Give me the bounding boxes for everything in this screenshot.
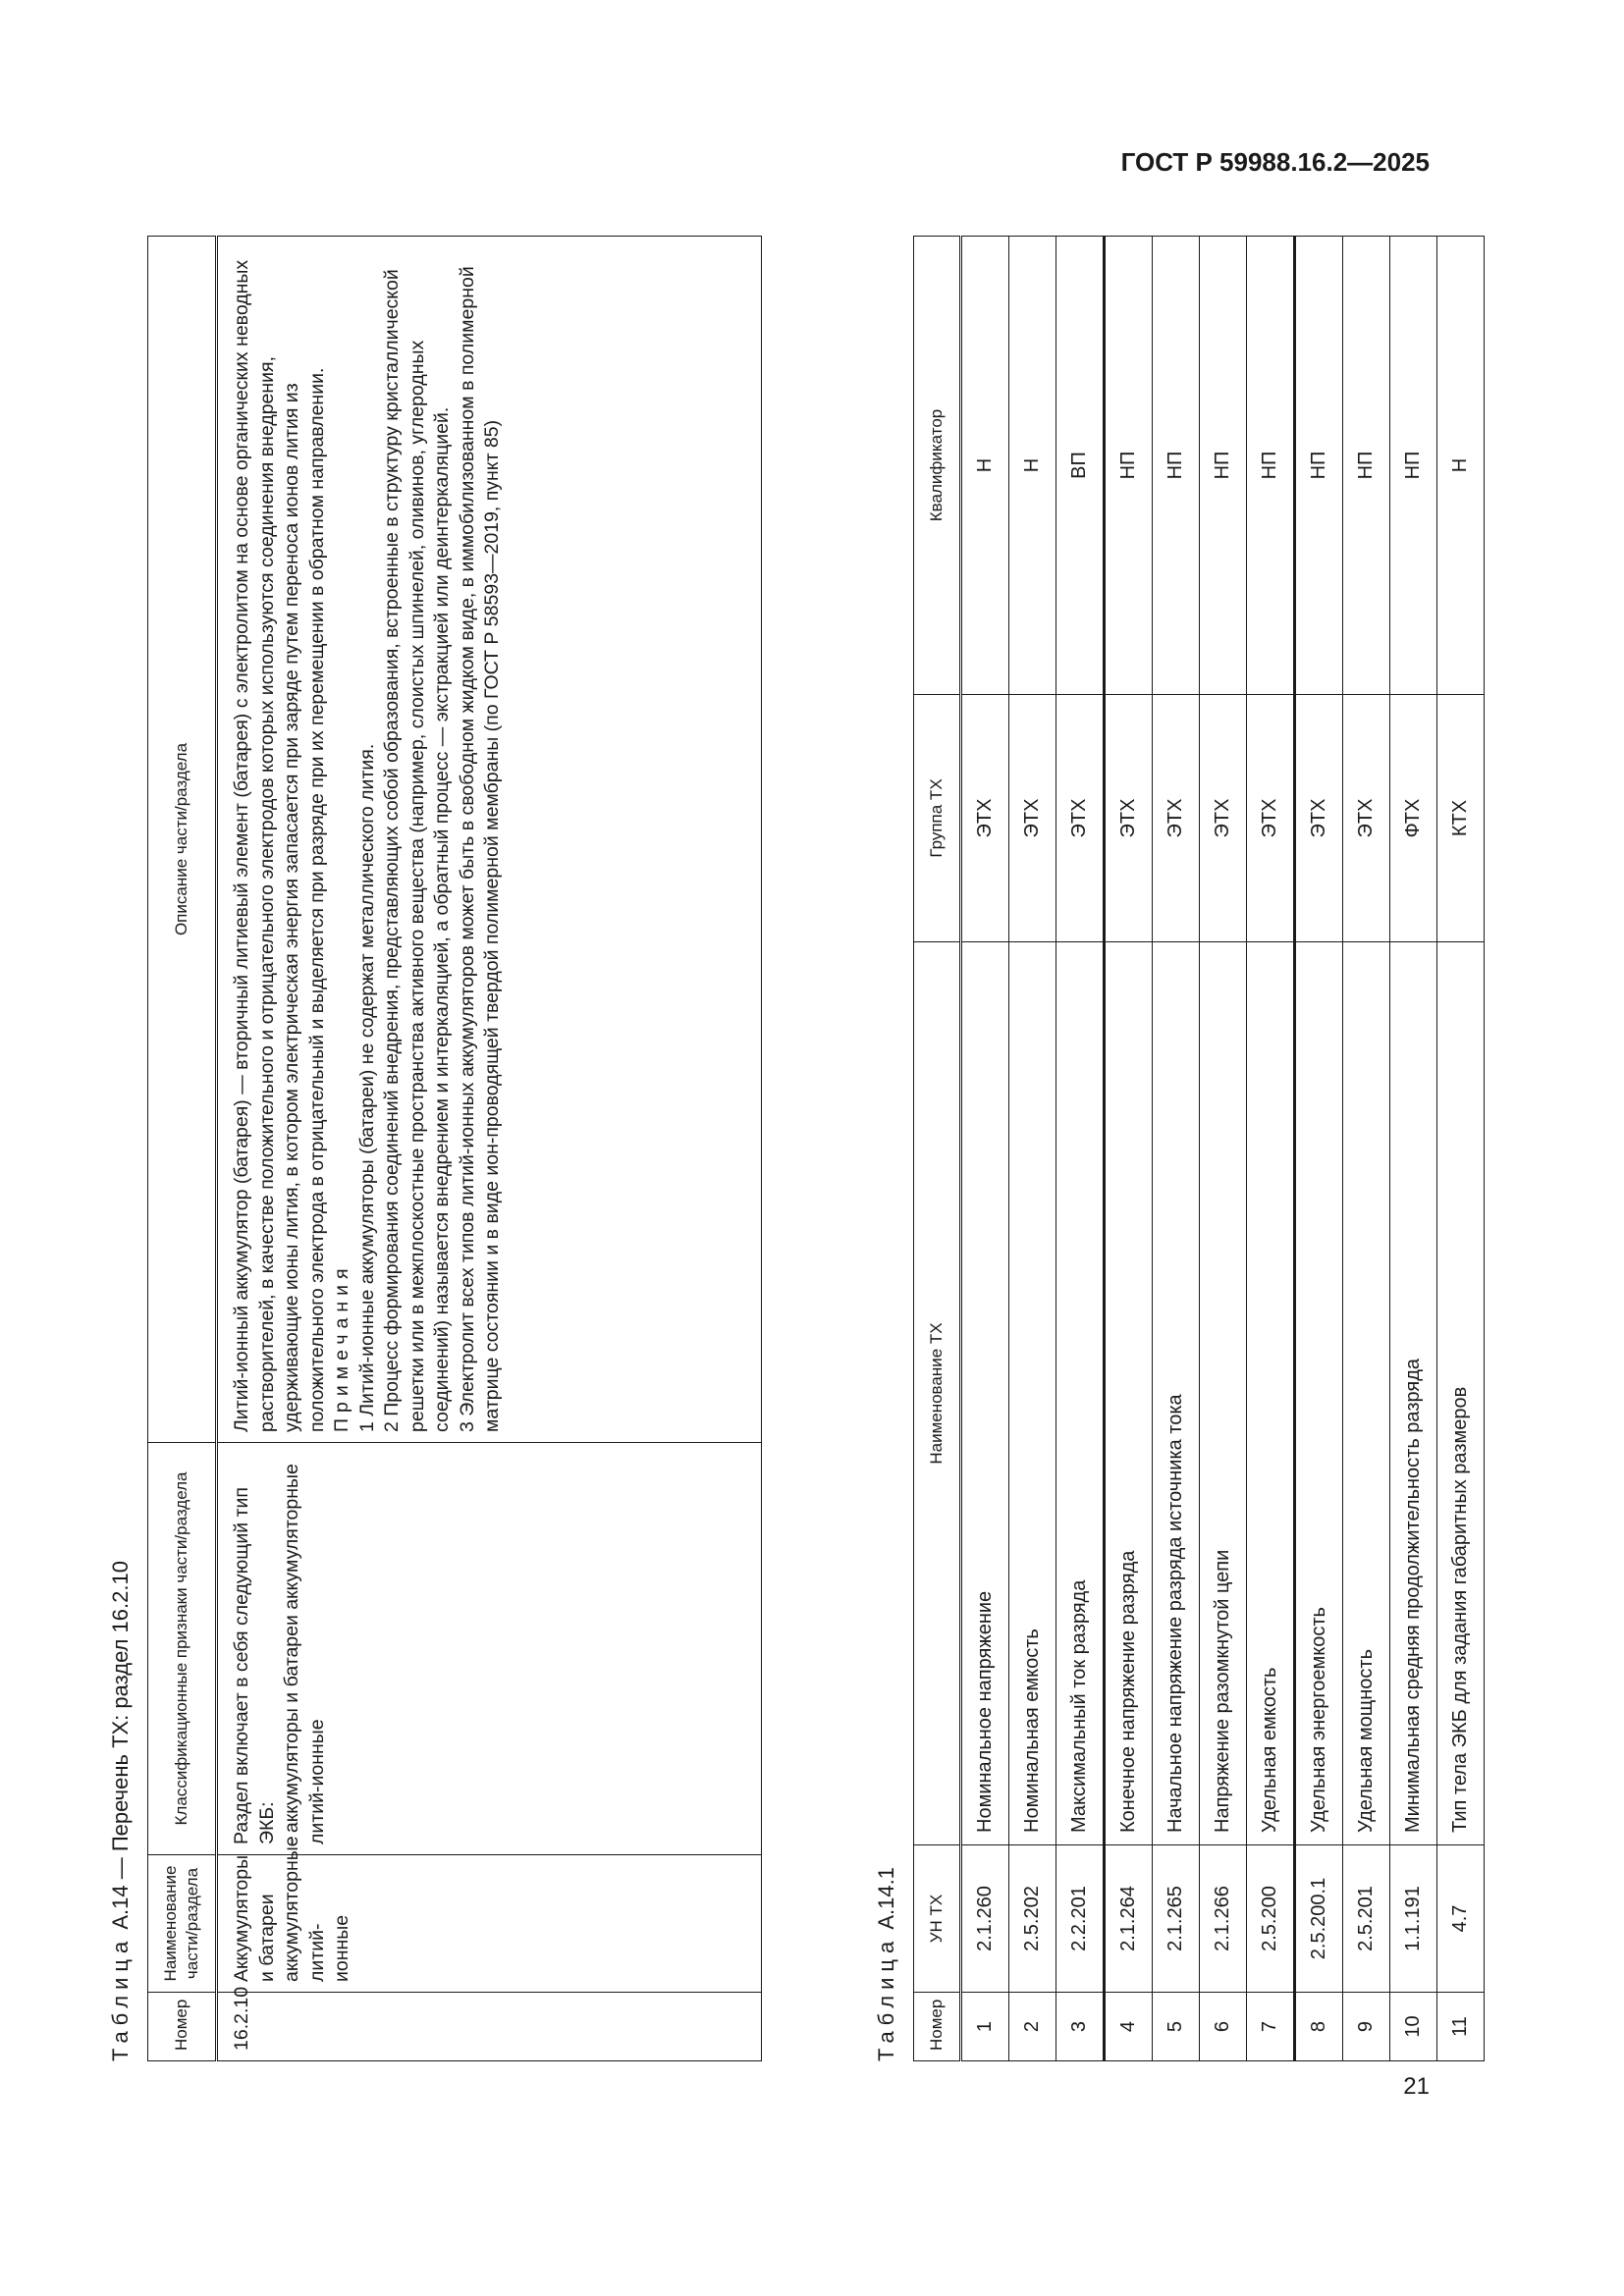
table-a14	[147, 236, 762, 2061]
table-row	[1390, 237, 1437, 2061]
cell-group: ЭТХ	[1009, 695, 1056, 942]
table-row	[1009, 237, 1056, 2061]
row-features: Раздел включает в себя следующий тип ЭКБ: - аккумуляторы и батареи аккумуляторные литий-ионные	[217, 1443, 762, 1855]
header-description: Описание части/раздела	[148, 237, 217, 1443]
cell-number: 2	[1009, 1993, 1056, 2061]
note-3: 3 Электролит всех типов литий-ионных аккумуляторов может быть в свободном жидком виде, в иммобилизованном в полимерной матрице состоянии и в виде ион-проводящей твердой полимерной мембраны (по ГОСТ Р 58593—2019, пункт 85)	[456, 266, 503, 1432]
rotated-content	[108, 216, 1471, 2061]
table-row	[217, 237, 762, 2061]
page-number: 21	[1403, 2073, 1430, 2100]
cell-group: ЭТХ	[1200, 695, 1247, 942]
table-row	[1153, 237, 1200, 2061]
caption-rest: А.14.1	[874, 1867, 898, 1936]
cell-code: 2.5.202	[1009, 1845, 1056, 1993]
header-name: Наименование ТХ	[914, 942, 961, 1845]
caption-prefix: Таблица	[874, 1935, 898, 2061]
header-number: Номер	[914, 1993, 961, 2061]
cell-code: 2.5.200	[1247, 1845, 1295, 1993]
cell-number: 9	[1343, 1993, 1390, 2061]
table-a141	[913, 236, 1485, 2061]
note-heading: Примечания	[331, 1262, 352, 1432]
cell-qualifier: Н	[1009, 237, 1056, 695]
cell-qualifier: НП	[1390, 237, 1437, 695]
cell-code: 2.5.200.1	[1295, 1845, 1343, 1993]
cell-code: 2.1.260	[961, 1845, 1009, 1993]
header-qualifier: Квалификатор	[914, 237, 961, 695]
table-row	[1200, 237, 1247, 2061]
cell-name: Начальное напряжение разряда источника тока	[1153, 942, 1200, 1845]
description-main: Литий-ионный аккумулятор (батарея) — вторичный литиевый элемент (батарея) с электролитом на основе органических неводных растворителей, в качестве положительного и отрицательного электродов которых используются соединения внедрения, удерживающие ионы лития, в котором электрическая энергия запасается при заряде путем переноса ионов лития из положительного электрода в отрицательный и выделяется при разряде при их перемещении в обратном направлении.	[231, 259, 328, 1432]
caption-prefix: Таблица	[108, 1935, 133, 2061]
cell-name: Напряжение разомкнутой цепи	[1200, 942, 1247, 1845]
cell-group: ЭТХ	[1343, 695, 1390, 942]
cell-group: ЭТХ	[1247, 695, 1295, 942]
cell-number: 10	[1390, 1993, 1437, 2061]
cell-qualifier: НП	[1200, 237, 1247, 695]
note-2: 2 Процесс формирования соединений внедрения, представляющих собой образования, встроенные в структуру кристаллической решетки или в межплоскостные пространства активного вещества (например, слоистых шпинелей, оливинов, углеродных соединений) называется внедрением и интеркаляцией, а обратный процесс — экстракцией или деинтеркаляцией.	[381, 269, 453, 1432]
cell-code: 2.5.201	[1343, 1845, 1390, 1993]
note-1: 1 Литий-ионные аккумуляторы (батареи) не содержат металлического лития.	[355, 743, 378, 1432]
cell-group: КТХ	[1437, 695, 1485, 942]
cell-code: 2.1.264	[1105, 1845, 1153, 1993]
cell-qualifier: НП	[1247, 237, 1295, 695]
standard-number: ГОСТ Р 59988.16.2—2025	[1120, 147, 1430, 177]
cell-group: ЭТХ	[1056, 695, 1105, 942]
cell-qualifier: НП	[1343, 237, 1390, 695]
table-row	[1295, 237, 1343, 2061]
table-a14-caption	[108, 1561, 134, 2061]
cell-code: 1.1.191	[1390, 1845, 1437, 1993]
header-code: УН ТХ	[914, 1845, 961, 1993]
cell-number: 3	[1056, 1993, 1105, 2061]
table-row	[1343, 237, 1390, 2061]
cell-name: Конечное напряжение разряда	[1105, 942, 1153, 1845]
cell-code: 2.2.201	[1056, 1845, 1105, 1993]
cell-name: Удельная энергоемкость	[1295, 942, 1343, 1845]
cell-number: 6	[1200, 1993, 1247, 2061]
cell-name: Номинальная емкость	[1009, 942, 1056, 1845]
table-row	[1105, 237, 1153, 2061]
cell-number: 1	[961, 1993, 1009, 2061]
cell-name: Тип тела ЭКБ для задания габаритных размеров	[1437, 942, 1485, 1845]
cell-name: Максимальный ток разряда	[1056, 942, 1105, 1845]
table-row	[1247, 237, 1295, 2061]
table-row	[1056, 237, 1105, 2061]
table-a141-body	[961, 237, 1485, 2061]
header-number: Номер	[148, 1993, 217, 2061]
header-group: Группа ТХ	[914, 695, 961, 942]
cell-qualifier: Н	[961, 237, 1009, 695]
row-number: 16.2.10	[217, 1993, 762, 2061]
cell-group: ЭТХ	[1105, 695, 1153, 942]
cell-code: 4.7	[1437, 1845, 1485, 1993]
cell-qualifier: Н	[1437, 237, 1485, 695]
cell-name: Удельная емкость	[1247, 942, 1295, 1845]
header-name: Наименование части/раздела	[148, 1855, 217, 1993]
cell-number: 8	[1295, 1993, 1343, 2061]
cell-group: ФТХ	[1390, 695, 1437, 942]
cell-group: ЭТХ	[1153, 695, 1200, 942]
cell-number: 7	[1247, 1993, 1295, 2061]
table-row	[961, 237, 1009, 2061]
caption-rest: А.14 — Перечень ТХ: раздел 16.2.10	[108, 1561, 133, 1936]
cell-number: 5	[1153, 1993, 1200, 2061]
cell-qualifier: ВП	[1056, 237, 1105, 695]
cell-name: Минимальная средняя продолжительность разряда	[1390, 942, 1437, 1845]
cell-number: 11	[1437, 1993, 1485, 2061]
cell-group: ЭТХ	[961, 695, 1009, 942]
cell-group: ЭТХ	[1295, 695, 1343, 942]
row-name: Аккумуляторы и батареи аккумуляторные литий-ионные	[217, 1855, 762, 1993]
cell-name: Удельная мощность	[1343, 942, 1390, 1845]
cell-qualifier: НП	[1295, 237, 1343, 695]
table-row	[1437, 237, 1485, 2061]
cell-qualifier: НП	[1153, 237, 1200, 695]
table-a141-caption	[874, 1867, 899, 2061]
header-features: Классификационные признаки части/раздела	[148, 1443, 217, 1855]
cell-qualifier: НП	[1105, 237, 1153, 695]
cell-name: Номинальное напряжение	[961, 942, 1009, 1845]
row-description	[217, 237, 762, 1443]
cell-number: 4	[1105, 1993, 1153, 2061]
cell-code: 2.1.266	[1200, 1845, 1247, 1993]
cell-code: 2.1.265	[1153, 1845, 1200, 1993]
